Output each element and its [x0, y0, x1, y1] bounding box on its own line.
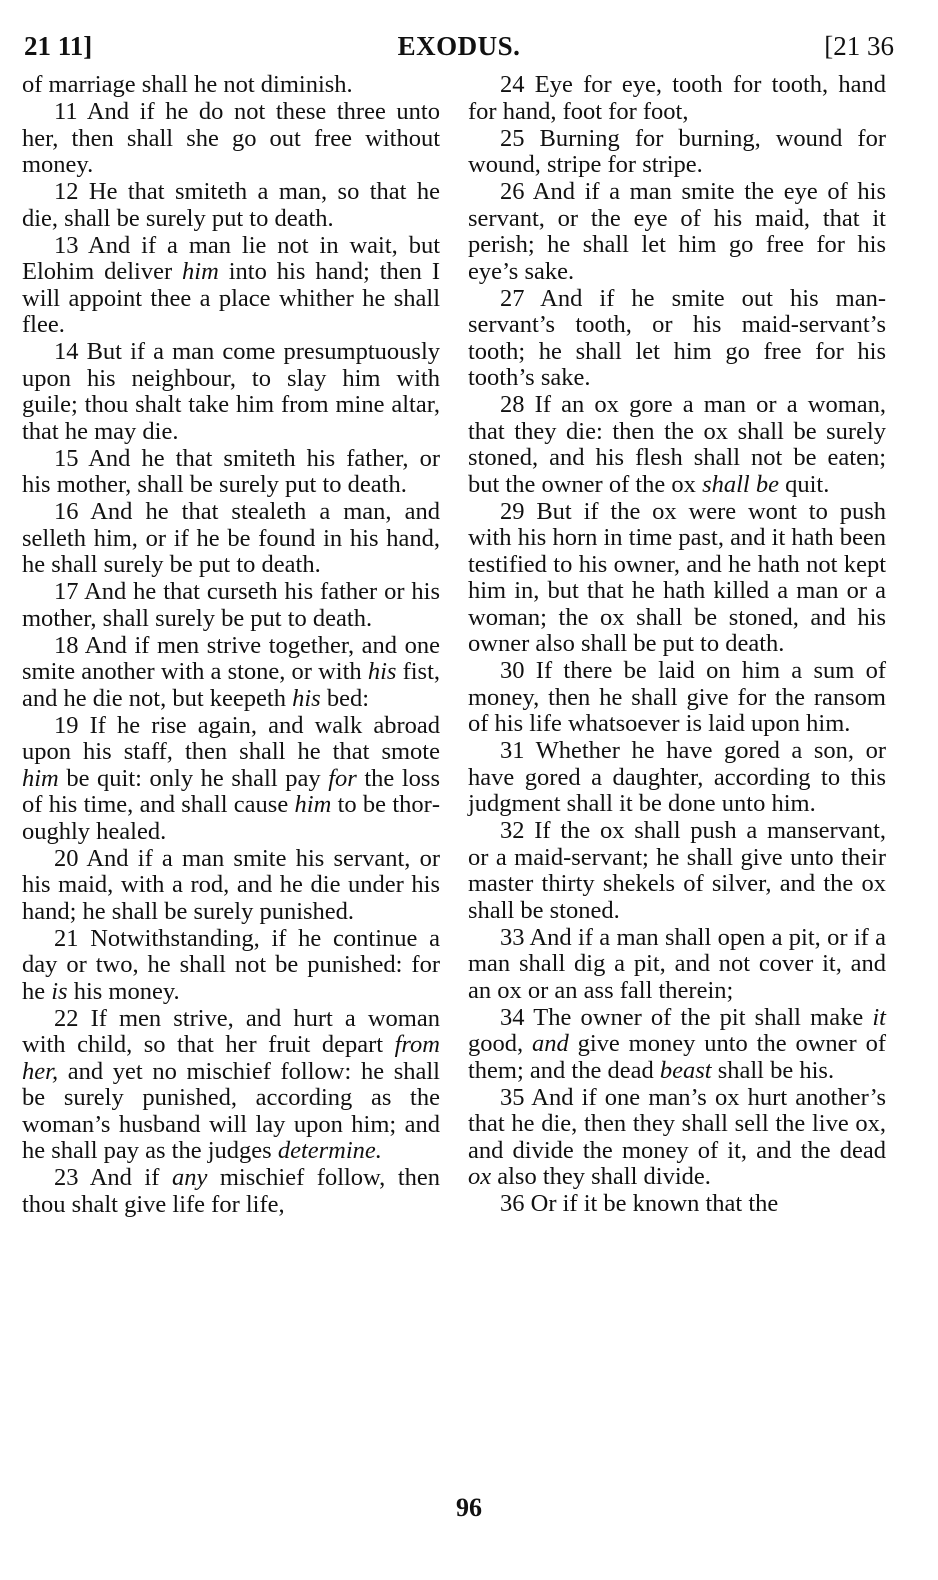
verse-paragraph [468, 72, 886, 125]
verse-italic-text: from her, [22, 1031, 440, 1085]
verse-italic-text: him [182, 258, 219, 285]
verse-paragraph [22, 446, 440, 499]
verse-text: 20 And if a man smite his servant, or his maid, with a rod, and he die under his hand; he shall be surely punished. [22, 844, 440, 925]
verse-text: 23 And if [54, 1164, 172, 1191]
verse-paragraph [22, 633, 440, 713]
verse-italic-text: him [294, 791, 332, 818]
verse-paragraph [22, 233, 440, 339]
verse-text: good, [468, 1030, 532, 1057]
verse-italic-text: ox [468, 1163, 492, 1190]
verse-paragraph [468, 738, 886, 818]
verse-text: 32 If the ox shall push a manservant, or a maid-servant; he shall give unto their master thirty shekels of silver, and the ox shall be stoned. [468, 817, 886, 924]
verse-paragraph [22, 926, 440, 1006]
verse-paragraph [468, 1191, 886, 1218]
verse-text: 31 Whether he have gored a son, or have gored a daughter, according to this judgment shall it be done unto him. [468, 737, 886, 817]
verse-text: the loss of his time, and shall cause [22, 764, 440, 818]
verse-paragraph [468, 658, 886, 738]
verse-italic-text: his [292, 684, 321, 712]
verse-text: 27 And if he smite out his manservant’s tooth, or his maid-servant’s tooth; he shall let him go free for his tooth’s sake. [468, 284, 886, 391]
verse-paragraph [22, 1006, 440, 1165]
verse-paragraph [22, 99, 440, 179]
verse-paragraph [468, 179, 886, 285]
verse-italic-text: shall be [702, 470, 779, 498]
verse-paragraph [468, 1005, 886, 1085]
book-title: EXODUS. [397, 31, 521, 61]
verse-text: 11 And if he do not these three unto her, then shall she go out free without money. [22, 98, 440, 178]
verse-italic-text: for [328, 764, 357, 792]
verse-paragraph [22, 846, 440, 926]
verse-italic-text: is [51, 977, 68, 1005]
verse-italic-text: his [367, 658, 397, 685]
verse-text: 22 If men strive, and hurt a woman with child, so that her fruit depart [22, 1004, 440, 1058]
verse-italic-text: and [532, 1030, 569, 1057]
verse-paragraph [22, 72, 440, 99]
verse-paragraph [22, 179, 440, 232]
verse-text: 13 And if a man lie not in wait, but Elohim deliver [22, 231, 440, 285]
verse-text: bed: [320, 684, 370, 712]
verse-paragraph [468, 818, 886, 924]
verse-paragraph [468, 499, 886, 658]
verse-text: give money unto the owner of them; and the dead [468, 1030, 886, 1084]
verse-text: fist, and he die not, but keepeth [22, 658, 441, 712]
verse-text: 28 If an ox gore a man or a woman, that they die: then the ox shall be surely stoned, and his flesh shall not be eaten; but the owner of the ox [468, 391, 886, 498]
verse-italic-text: it [872, 1003, 886, 1031]
verse-text: 15 And he that smiteth his father, or his mother, shall be surely put to death. [22, 444, 440, 498]
verse-paragraph [468, 1085, 886, 1191]
verse-text: shall be his. [711, 1056, 835, 1084]
verse-paragraph [22, 499, 440, 579]
verse-text: 16 And he that stealeth a man, and selleth him, or if he be found in his hand, he shall surely be put to death. [22, 498, 440, 578]
verse-paragraph [468, 286, 886, 392]
verse-paragraph [468, 925, 886, 1005]
verse-text: into his hand; then I will appoint thee a place whither he shall flee. [22, 258, 440, 338]
verse-italic-text: determine. [277, 1137, 382, 1164]
verse-text: 26 And if a man smite the eye of his servant, or the eye of his maid, that it perish; he shall let him go free for his eye’s sake. [468, 178, 886, 285]
verse-text: 35 And if one man’s ox hurt another’s that he die, then they shall sell the live ox, and divide the money of it, and the dead [468, 1083, 886, 1164]
verse-italic-text: him [22, 764, 59, 792]
verse-text: 17 And he that curseth his father or his mother, shall surely be put to death. [22, 578, 440, 632]
verse-text: 33 And if a man shall open a pit, or if a man shall dig a pit, and not cover it, and an ox or an ass fall therein; [468, 923, 886, 1004]
verse-text: 18 And if men strive together, and one smite another with a stone, or with [22, 631, 440, 685]
verse-paragraph [22, 579, 440, 632]
verse-text: and yet no mischief follow: he shall be surely punished, according as the woman’s husband will lay upon him; and he shall pay as the judges [22, 1057, 440, 1164]
left-column [22, 72, 440, 1219]
page-header [24, 30, 894, 70]
header-chapter-start: 21 11] [24, 31, 93, 61]
verse-text: 21 Notwithstanding, if he continue a day or two, he shall not be punished: for he [22, 924, 440, 1005]
header-chapter-end: [21 36 [824, 31, 894, 61]
verse-paragraph [22, 713, 440, 846]
right-column [468, 72, 886, 1218]
verse-text: 24 Eye for eye, tooth for tooth, hand for hand, foot for foot, [468, 71, 886, 125]
verse-text: quit. [778, 470, 830, 498]
verse-text: to be thoroughly healed. [22, 791, 440, 845]
verse-text: 30 If there be laid on him a sum of money, then he shall give for the ransom of his life whatsoever is laid upon him. [468, 657, 886, 737]
verse-text: 25 Burning for burning, wound for wound, stripe for stripe. [468, 124, 886, 178]
verse-paragraph [468, 126, 886, 179]
verse-text: of marriage shall he not diminish. [22, 71, 353, 98]
verse-paragraph [22, 1165, 440, 1218]
verse-text: his money. [67, 977, 180, 1005]
verse-text: also they shall divide. [491, 1163, 711, 1190]
verse-paragraph [22, 339, 440, 445]
verse-paragraph [468, 392, 886, 498]
verse-text: 29 But if the ox were wont to push with his horn in time past, and it hath been testified to his owner, and he hath not kept him in, but that he hath killed a man or a woman; the ox shall be stoned, and his owner also shall be put to death. [468, 497, 886, 657]
verse-text: 19 If he rise again, and walk abroad upon his staff, then shall he that smote [22, 711, 440, 765]
verse-text: 36 Or if it be known that the [500, 1190, 779, 1217]
verse-text: mischief follow, then thou shalt give life for life, [22, 1164, 441, 1218]
verse-italic-text: any [171, 1164, 208, 1191]
page-number: 96 [456, 1493, 482, 1522]
verse-text: 34 The owner of the pit shall make [500, 1003, 873, 1031]
verse-text: 14 But if a man come presumptuously upon his neighbour, to slay him with guile; thou shalt take him from mine altar, that he may die. [22, 338, 440, 445]
verse-text: 12 He that smiteth a man, so that he die, shall be surely put to death. [22, 178, 440, 232]
verse-text: be quit: only he shall pay [58, 764, 329, 792]
verse-italic-text: beast [659, 1056, 712, 1084]
